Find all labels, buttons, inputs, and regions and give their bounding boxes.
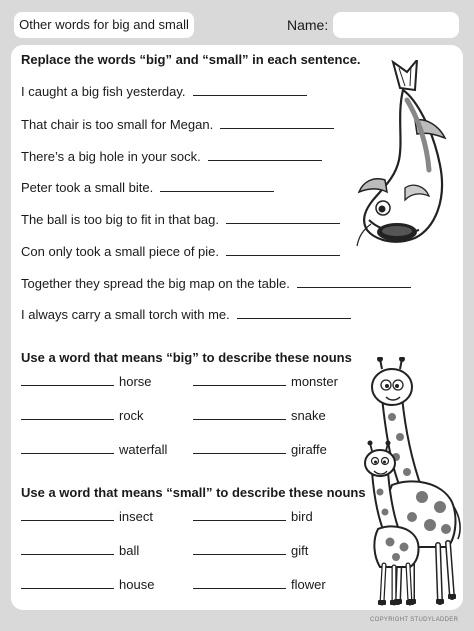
sentence-text: The ball is too big to fit in that bag. <box>21 212 220 227</box>
noun-row <box>193 509 313 524</box>
noun-row <box>21 543 139 558</box>
section3-instruction: Use a word that means “small” to describe these nouns <box>21 485 366 500</box>
sentence-text: I caught a big fish yesterday. <box>21 84 186 99</box>
noun-row <box>21 509 153 524</box>
name-field[interactable] <box>333 12 459 38</box>
sentence-text: Con only took a small piece of pie. <box>21 244 219 259</box>
noun-label: giraffe <box>291 442 327 457</box>
noun-row <box>193 374 338 389</box>
answer-line[interactable] <box>193 94 307 96</box>
name-label: Name: <box>287 17 329 33</box>
sentence-row <box>21 276 411 291</box>
answer-line[interactable] <box>226 254 340 256</box>
noun-row <box>21 408 144 423</box>
noun-label: insect <box>119 509 153 524</box>
answer-line[interactable] <box>21 553 114 555</box>
copyright-text: COPYRIGHT STUDYLADDER <box>370 617 459 623</box>
answer-line[interactable] <box>193 519 286 521</box>
answer-line[interactable] <box>297 286 411 288</box>
answer-line[interactable] <box>21 384 114 386</box>
noun-row <box>21 442 167 457</box>
answer-line[interactable] <box>21 452 114 454</box>
noun-label: snake <box>291 408 326 423</box>
answer-line[interactable] <box>226 222 340 224</box>
answer-line[interactable] <box>193 384 286 386</box>
sentence-row <box>21 244 340 259</box>
noun-row <box>193 408 326 423</box>
noun-label: waterfall <box>119 442 168 457</box>
answer-line[interactable] <box>21 587 114 589</box>
answer-line[interactable] <box>21 519 114 521</box>
answer-line[interactable] <box>21 418 114 420</box>
answer-line[interactable] <box>220 127 334 129</box>
section1-instruction: Replace the words “big” and “small” in each sentence. <box>21 52 361 67</box>
noun-label: house <box>119 577 155 592</box>
answer-line[interactable] <box>193 553 286 555</box>
sentence-row <box>21 117 334 132</box>
sentence-row <box>21 149 322 164</box>
noun-row <box>21 577 154 592</box>
answer-line[interactable] <box>193 587 286 589</box>
noun-label: horse <box>119 374 152 389</box>
noun-row <box>193 442 327 457</box>
sentence-row <box>21 180 274 195</box>
noun-label: flower <box>291 577 326 592</box>
section2-instruction: Use a word that means “big” to describe these nouns <box>21 350 352 365</box>
answer-line[interactable] <box>208 159 322 161</box>
sentence-row <box>21 84 307 99</box>
noun-label: ball <box>119 543 140 558</box>
sentence-text: There’s a big hole in your sock. <box>21 149 201 164</box>
noun-label: rock <box>119 408 144 423</box>
noun-label: bird <box>291 509 313 524</box>
answer-line[interactable] <box>193 418 286 420</box>
fish-illustration <box>355 60 457 255</box>
sentence-text: I always carry a small torch with me. <box>21 307 230 322</box>
sentence-text: That chair is too small for Megan. <box>21 117 214 132</box>
sentence-row <box>21 212 340 227</box>
noun-label: monster <box>291 374 338 389</box>
noun-row <box>21 374 152 389</box>
giraffe-illustration <box>352 357 464 609</box>
sentence-text: Together they spread the big map on the table. <box>21 276 290 291</box>
noun-row <box>193 577 326 592</box>
answer-line[interactable] <box>160 190 274 192</box>
answer-line[interactable] <box>193 452 286 454</box>
noun-label: gift <box>291 543 309 558</box>
worksheet-title: Other words for big and small <box>14 12 194 38</box>
noun-row <box>193 543 308 558</box>
sentence-text: Peter took a small bite. <box>21 180 154 195</box>
answer-line[interactable] <box>237 317 351 319</box>
sentence-row <box>21 307 351 322</box>
